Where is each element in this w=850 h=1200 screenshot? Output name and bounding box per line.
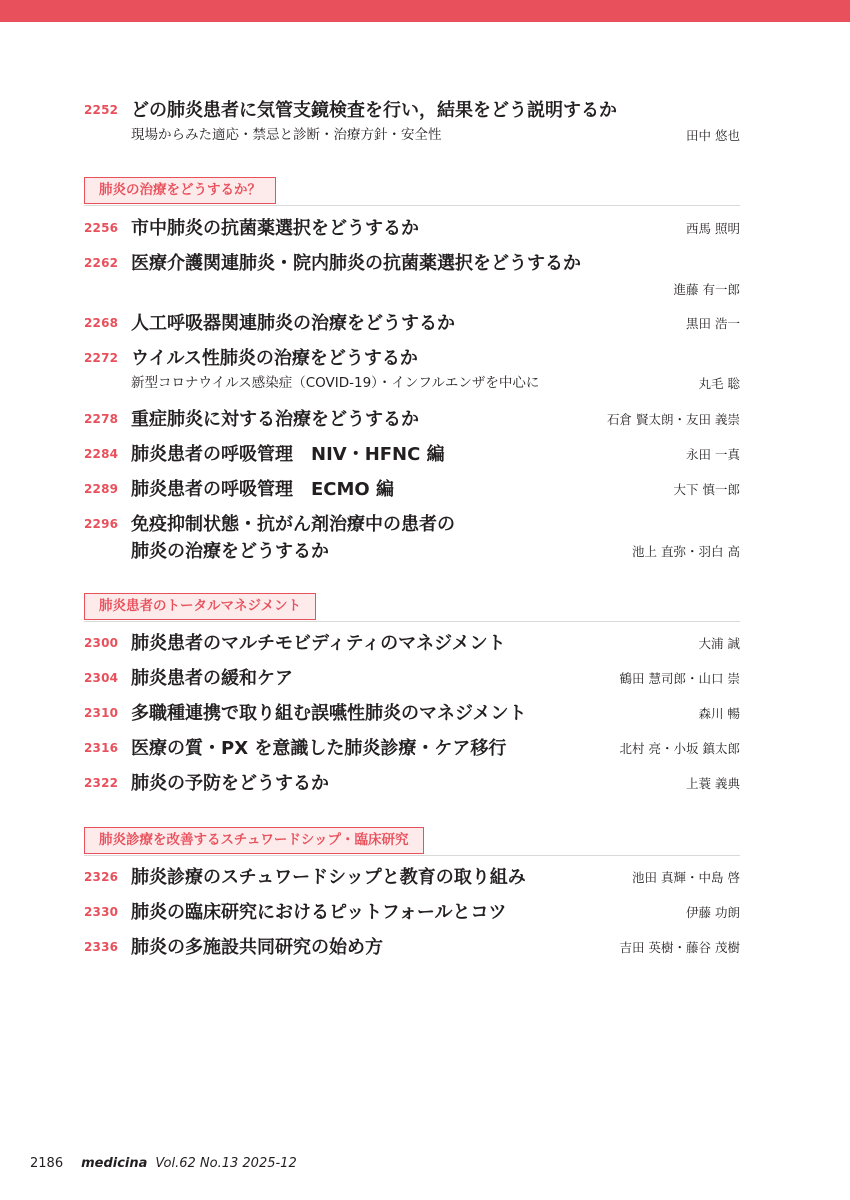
page-number: 2252 [84,103,119,117]
toc-entry[interactable] [84,348,740,396]
author: 北村 亮・小坂 鎮太郎 [619,741,740,756]
page-number: 2300 [84,636,119,650]
page-number: 2336 [84,940,119,954]
author: 西馬 照明 [686,221,740,236]
author: 黒田 浩一 [686,316,740,331]
toc-entry[interactable] [84,514,740,564]
page-number: 2316 [84,741,119,755]
toc-entry[interactable] [84,937,740,961]
toc-entry[interactable] [84,867,740,891]
top-accent-bar [0,0,850,22]
page-number: 2284 [84,447,119,461]
section-divider [84,205,740,206]
toc-entry[interactable] [84,444,740,468]
article-title: 肺炎患者の呼吸管理 NIV・HFNC 編 [131,444,445,465]
section-header: 肺炎診療を改善するスチュワードシップ・臨床研究 [84,827,424,854]
footer-page-number: 2186 [30,1156,64,1171]
article-title: 医療介護関連肺炎・院内肺炎の抗菌薬選択をどうするか [131,253,581,274]
article-subtitle: 現場からみた適応・禁忌と診断・治療方針・安全性 [131,127,442,143]
toc-entry[interactable] [84,902,740,926]
article-title: 肺炎患者の緩和ケア [131,668,293,689]
author: 丸毛 聡 [698,376,740,391]
toc-entry[interactable] [84,218,740,242]
toc-entry[interactable] [84,668,740,692]
page-number: 2296 [84,517,119,531]
article-title: 人工呼吸器関連肺炎の治療をどうするか [131,313,455,334]
author: 大下 慎一郎 [673,482,740,497]
author: 田中 悠也 [686,128,740,143]
page-number: 2310 [84,706,119,720]
article-title: 肺炎の臨床研究におけるピットフォールとコツ [131,902,507,923]
toc-entry[interactable] [84,409,740,433]
page-number: 2256 [84,221,119,235]
article-title-line2: 肺炎の治療をどうするか [131,541,329,562]
page-number: 2322 [84,776,119,790]
toc-entry[interactable] [84,479,740,503]
page-number: 2289 [84,482,119,496]
toc-entry[interactable] [84,100,740,148]
page-number: 2278 [84,412,119,426]
author: 伊藤 功朗 [686,905,740,920]
article-title: 肺炎の多施設共同研究の始め方 [131,937,383,958]
section-header: 肺炎の治療をどうするか？ [84,177,276,204]
author: 大浦 誠 [698,636,740,651]
author: 池上 直弥・羽白 高 [632,544,740,559]
section-divider [84,855,740,856]
page-footer [30,1156,297,1171]
toc-entry[interactable] [84,633,740,657]
article-subtitle: 新型コロナウイルス感染症（COVID-19）・インフルエンザを中心に [131,375,540,391]
page-number: 2330 [84,905,119,919]
toc-entry[interactable] [84,773,740,797]
issue-info: Vol.62 No.13 2025-12 [155,1156,297,1171]
author: 上蓑 義典 [686,776,740,791]
article-title: 医療の質・PX を意識した肺炎診療・ケア移行 [131,738,507,759]
toc-entry[interactable] [84,313,740,337]
author: 森川 暢 [698,706,740,721]
article-title: 肺炎診療のスチュワードシップと教育の取り組み [131,867,526,888]
toc-entry[interactable] [84,738,740,762]
article-title: 重症肺炎に対する治療をどうするか [131,409,419,430]
page-number: 2268 [84,316,119,330]
author: 永田 一真 [686,447,740,462]
article-title: 免疫抑制状態・抗がん剤治療中の患者の [131,514,455,535]
author: 吉田 英樹・藤谷 茂樹 [619,940,740,955]
article-title: 多職種連携で取り組む誤嚥性肺炎のマネジメント [131,703,527,724]
article-title: 肺炎患者の呼吸管理 ECMO 編 [131,479,394,500]
author: 進藤 有一郎 [673,282,740,297]
page-number: 2304 [84,671,119,685]
toc-entry[interactable] [84,703,740,727]
section-header: 肺炎患者のトータルマネジメント [84,593,316,620]
page-number: 2262 [84,256,119,270]
article-title: ウイルス性肺炎の治療をどうするか [131,348,418,369]
article-title: 市中肺炎の抗菌薬選択をどうするか [131,218,419,239]
author: 鶴田 慧司郎・山口 崇 [619,671,740,686]
author: 池田 真輝・中島 啓 [632,870,740,885]
page-number: 2272 [84,351,119,365]
author: 石倉 賢太朗・友田 義崇 [607,412,740,427]
section-divider [84,621,740,622]
article-title: 肺炎の予防をどうするか [131,773,329,794]
toc-entry[interactable] [84,253,740,301]
article-title: どの肺炎患者に気管支鏡検査を行い，結果をどう説明するか [131,100,617,121]
article-title: 肺炎患者のマルチモビディティのマネジメント [131,633,506,654]
page-number: 2326 [84,870,119,884]
magazine-name: medicina [81,1156,148,1171]
